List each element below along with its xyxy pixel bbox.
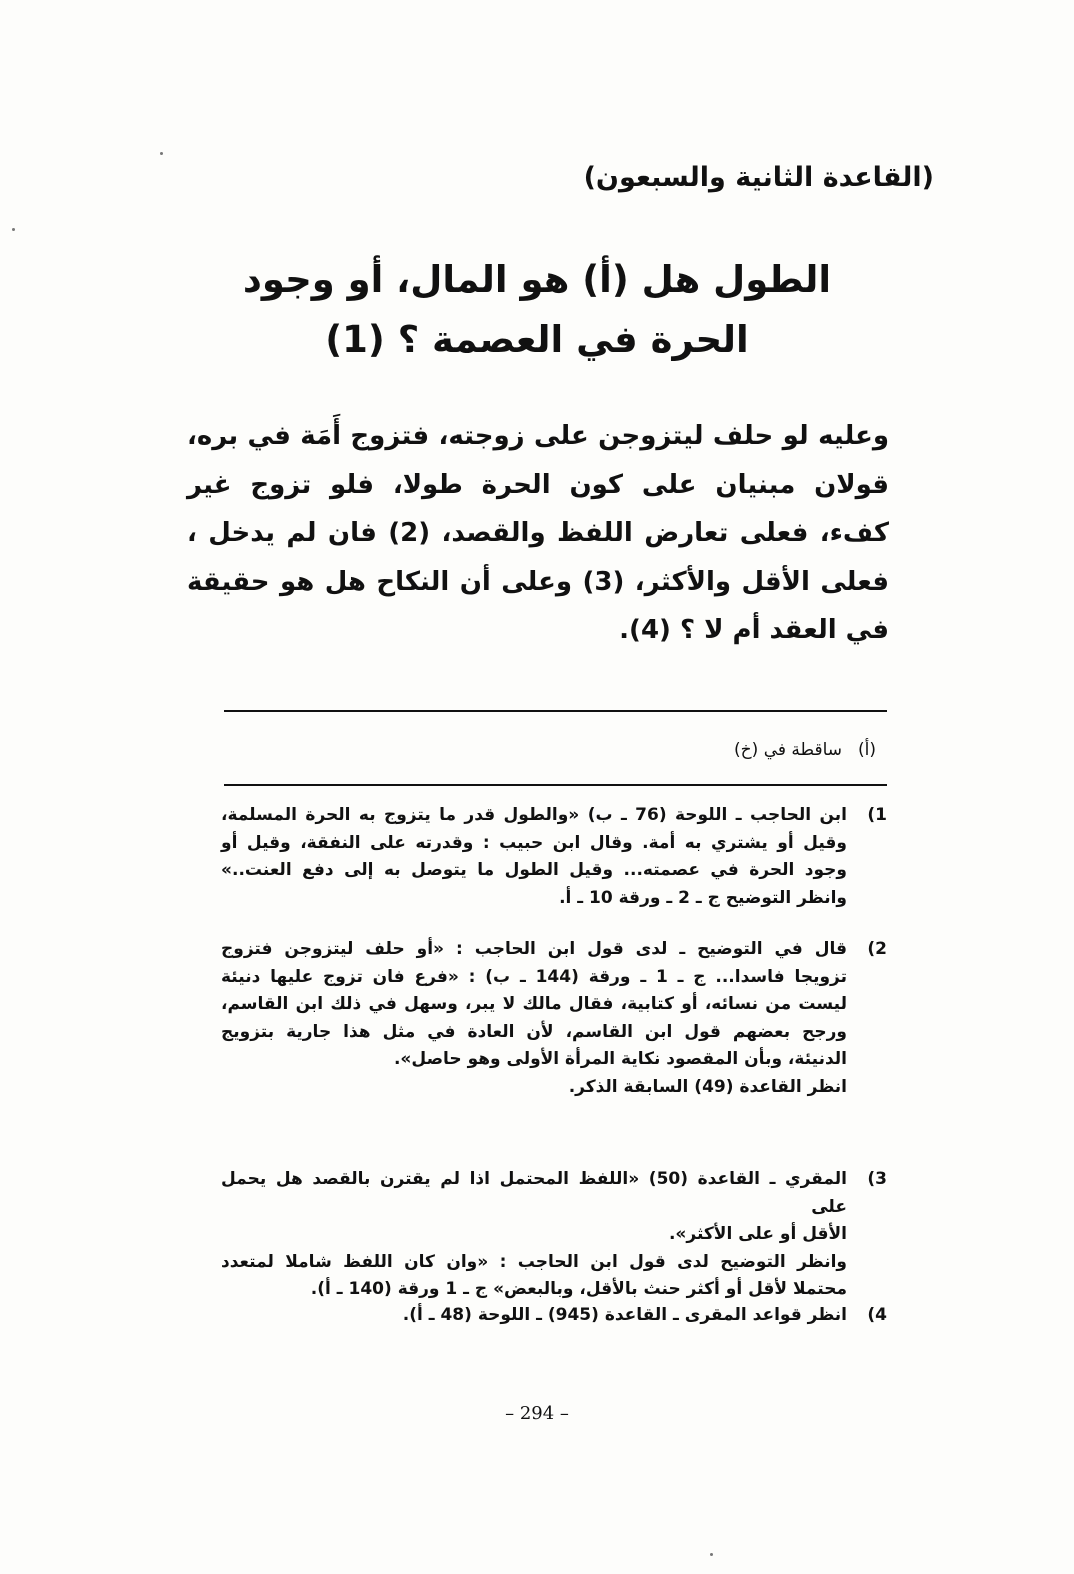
rule-title: (القاعدة الثانية والسبعون) [583,162,934,193]
scan-speck [12,228,15,231]
footnote-line: وقيل أو يشتري به أمة. وقال ابن حبيب : وقدرته على النفقة، وقيل أو [221,832,847,853]
scan-speck [160,152,163,155]
footnote-line: محتملا لأقل أو أكثر حنث بالأقل، وبالبعض» ج ـ 1 ورقة (140 ـ أ). [310,1279,847,1299]
footnote [221,936,887,1101]
footnote-line: وجود الحرة في عصمته... وقيل الطول ما يتوصل به إلى دفع العنت..» [221,860,847,880]
footnote-line: انظر القاعدة (49) السابقة الذكر. [568,1076,847,1097]
page-number: – 294 – [505,1403,569,1424]
footnote-number: 2) [867,939,887,959]
footnote-number: 1) [867,805,887,825]
footnote [221,1302,887,1330]
footnote-line: ابن الحاجب ـ اللوحة (76 ـ ب) «والطول قدر ما يتزوج به الحرة المسلمة، [221,805,847,825]
footnote-line: وانظر التوضيح لدى قول ابن الحاجب : «وان كان اللفظ شاملا لمتعدد [221,1251,847,1272]
footnote-line: قال في التوضيح ـ لدى قول ابن الحاجب : «أو حلف ليتزوجن فتزوج [221,939,847,959]
footnote-line: ورجح بعضهم قول ابن القاسم، لأن العادة في مثل هذا جارية بتزويج [221,1021,847,1042]
footnote-separator-top [224,710,887,712]
footnote-line: وانظر التوضيح ج ـ 2 ـ ورقة 10 ـ أ. [559,887,847,908]
footnote [221,1166,887,1304]
footnote-separator-bottom [224,784,887,786]
footnote-line: ليست من نسائه، أو كتابية، فقال مالك لا يبر، وسهل في ذلك ابن القاسم، [221,994,847,1014]
scan-speck [710,1553,713,1556]
footnote [221,802,887,912]
variant-note-mark: (أ) [858,740,876,760]
rule-heading: الطول هل (أ) هو المال، أو وجود الحرة في العصمة ؟ (1) [242,258,832,361]
footnote-line: تزويجا فاسدا... ج ـ 1 ـ ورقة (144 ـ ب) : «فرع فان تزوج عليها دنيئة [221,966,847,987]
variant-note [734,740,876,760]
footnote-line: الأقل أو على الأكثر». [668,1224,847,1244]
footnote-number: 3) [867,1169,887,1189]
body-paragraph: وعليه لو حلف ليتزوجن على زوجته، فتزوج أَمَة في بره، قولان مبنيان على كون الحرة طولا، فلو تزوج غير كفء، فعلى تعارض اللفظ والقصد، (2) فان لم يدخل ، فعلى الأقل والأكثر، (3) وعلى أن النكاح هل هو حقيقة في العقد أم لا ؟ (4). [187,421,890,645]
footnote-number: 4) [867,1305,887,1325]
footnote-line: انظر قواعد المقرى ـ القاعدة (945) ـ اللوحة (48 ـ أ). [402,1305,847,1325]
variant-note-text: ساقطة في (خ) [734,740,842,760]
footnote-line: المقري ـ القاعدة (50) «اللفظ المحتمل اذا لم يقترن بالقصد هل يحمل على [221,1169,847,1217]
footnote-line: الدنيئة، وبأن المقصود نكاية المرأة الأولى وهو حاصل». [393,1049,847,1069]
